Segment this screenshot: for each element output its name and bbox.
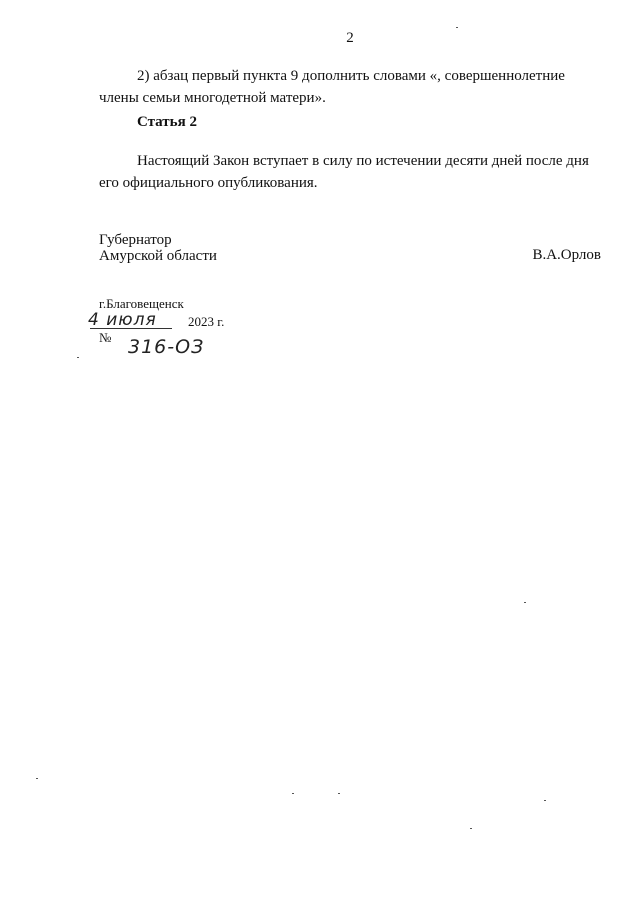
scan-speck [544,800,546,801]
scan-speck [292,793,294,794]
handwritten-law-number: 316-ОЗ [128,336,205,358]
page-number: 2 [346,30,354,46]
paragraph-amendment-line-1: 2) абзац первый пункта 9 дополнить словами «, совершеннолетние [137,68,565,84]
paragraph-amendment [99,65,601,109]
number-label: № [99,330,112,345]
scan-speck [456,27,458,28]
scan-speck [338,793,340,794]
paragraph-effective-date [99,150,601,194]
paragraph-amendment-line-2: члены семьи многодетной матери». [99,90,326,106]
date-year: 2023 г. [188,314,225,329]
article-title: Статья 2 [137,114,197,130]
governor-title [99,232,217,264]
scan-speck [524,602,526,603]
scan-speck [77,357,79,358]
date-underline [90,328,172,329]
paragraph-effective-line-1: Настоящий Закон вступает в силу по истечении десяти дней после дня [137,153,589,169]
scan-speck [470,828,472,829]
place-of-signing: г.Благовещенск [99,296,184,311]
governor-name: В.А.Орлов [532,247,601,263]
handwritten-date: 4 июля [88,310,157,330]
governor-title-line-1: Губернатор [99,232,172,248]
scan-speck [36,778,38,779]
paragraph-effective-line-2: его официального опубликования. [99,175,318,191]
governor-title-line-2: Амурской области [99,248,217,264]
